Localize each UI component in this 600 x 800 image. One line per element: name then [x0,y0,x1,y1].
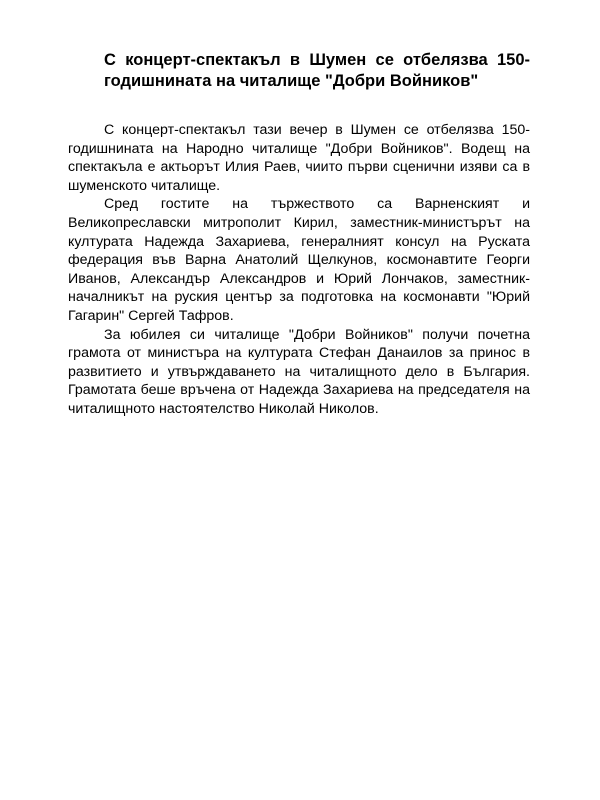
article-paragraph-3: За юбилея си читалище "Добри Войников" получи почетна грамота от министъра на културата Стефан Данаилов за принос в развитието и утвърждаването на читалищното дело в България. Грамотата беше връчена от Надежда Захариева на председателя на читалищното настоятелство Николай Николов. [68,326,530,417]
article-body [68,121,530,419]
article-paragraph-2: Сред гостите на тържеството са Варненският и Великопреславски митрополит Кирил, заместник-министърът на културата Надежда Захариева, генералният консул на Руската федерация във Варна Анатолий Щелкунов, космонавтите Георги Иванов, Александър Александров и Юрий Лончаков, заместник-началникът на руския център за подготовка на космонавти "Юрий Гагарин" Сергей Тафров. [68,196,530,324]
document-page [68,50,530,419]
article-paragraph-1: С концерт-спектакъл тази вечер в Шумен се отбелязва 150-годишнината на Народно читалище "Добри Войников". Водещ на спектакъла е актьорът Илия Раев, чиито първи сценични изяви са в шуменското читалище. [68,122,530,194]
article-title: С концерт-спектакъл в Шумен се отбелязва 150-годишнината на читалище "Добри Войников" [104,51,530,90]
